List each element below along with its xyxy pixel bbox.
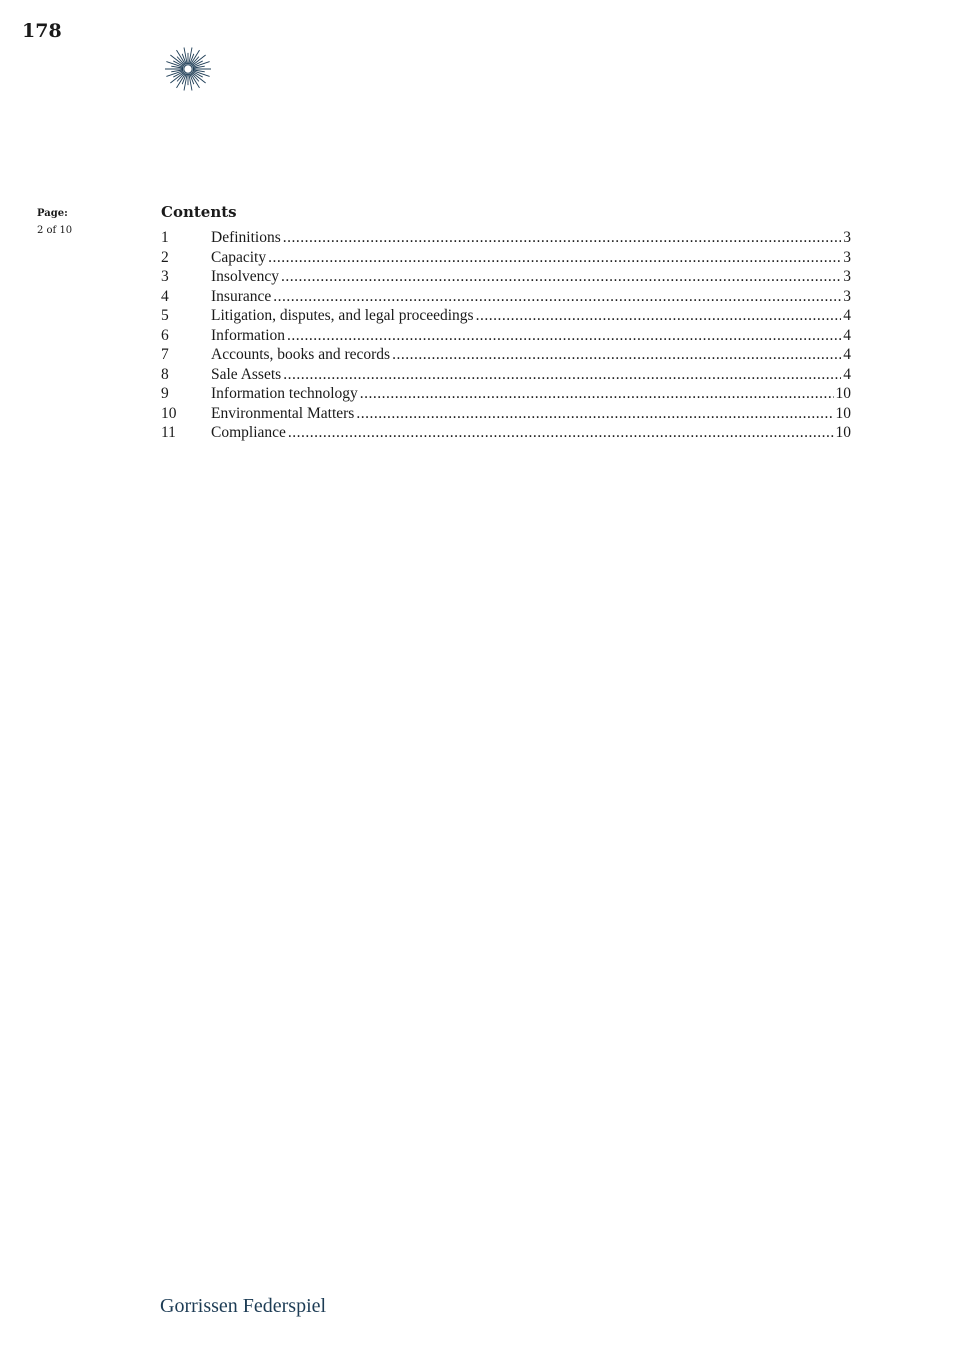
toc-entry-information-technology[interactable] (161, 384, 851, 404)
toc-title: Information (211, 326, 286, 344)
toc-number: 2 (161, 248, 169, 266)
toc-page: 4 (843, 365, 851, 383)
toc-leader (283, 228, 842, 248)
toc-number: 1 (161, 229, 169, 246)
toc-number: 5 (161, 307, 169, 324)
toc-number: 8 (161, 365, 169, 383)
toc-title: Litigation, disputes, and legal proceedings (211, 307, 474, 324)
toc-page: 4 (843, 346, 851, 363)
page-number: 178 (22, 20, 62, 42)
toc-title: Accounts, books and records (211, 346, 391, 363)
toc-entry-insolvency[interactable] (161, 267, 851, 287)
toc-title: Environmental Matters (211, 404, 355, 422)
toc-title: Insolvency (211, 268, 280, 285)
toc-leader (268, 248, 841, 268)
toc-entry-compliance[interactable] (161, 423, 851, 443)
toc-page: 10 (835, 404, 851, 422)
toc-page: 4 (843, 307, 851, 324)
toc-leader (283, 365, 841, 385)
toc-leader (287, 326, 841, 346)
toc-number: 10 (161, 404, 177, 422)
toc-entry-sale-assets[interactable] (161, 365, 851, 385)
toc-entry-environmental-matters[interactable] (161, 404, 851, 424)
toc-page: 4 (843, 326, 851, 344)
toc-page: 3 (843, 229, 851, 246)
toc-title: Capacity (211, 248, 267, 266)
toc-title: Definitions (211, 229, 281, 246)
toc-leader (476, 306, 842, 326)
toc-leader (273, 287, 841, 307)
toc-leader (392, 345, 841, 365)
toc-entry-litigation[interactable] (161, 306, 851, 326)
page-label: Page: (37, 208, 68, 219)
toc-title: Compliance (211, 424, 286, 441)
toc-title: Insurance (211, 287, 272, 305)
toc-page: 3 (843, 268, 851, 285)
toc-entry-information[interactable] (161, 326, 851, 346)
toc-number: 11 (161, 424, 176, 441)
toc-leader (288, 423, 834, 443)
firm-name: Gorrissen Federspiel (160, 1295, 327, 1317)
toc-entry-capacity[interactable] (161, 248, 851, 268)
toc-page: 10 (835, 424, 851, 441)
toc-title: Information technology (211, 385, 358, 402)
toc-number: 3 (161, 268, 169, 285)
contents-title: Contents (161, 203, 237, 221)
toc-entry-insurance[interactable] (161, 287, 851, 307)
toc-entry-definitions[interactable] (161, 228, 851, 248)
toc-number: 4 (161, 287, 169, 305)
toc-number: 7 (161, 346, 169, 363)
toc-title: Sale Assets (211, 365, 282, 383)
toc-page: 10 (835, 385, 851, 402)
toc-entry-accounts[interactable] (161, 345, 851, 365)
toc-number: 9 (161, 385, 169, 402)
toc-leader (360, 384, 834, 404)
toc-leader (281, 267, 841, 287)
toc-page: 3 (843, 248, 851, 266)
table-of-contents (161, 228, 851, 443)
toc-number: 6 (161, 326, 169, 344)
toc-leader (356, 404, 833, 424)
page-count: 2 of 10 (37, 225, 73, 236)
sunburst-logo-icon (160, 45, 216, 93)
toc-page: 3 (843, 287, 851, 305)
